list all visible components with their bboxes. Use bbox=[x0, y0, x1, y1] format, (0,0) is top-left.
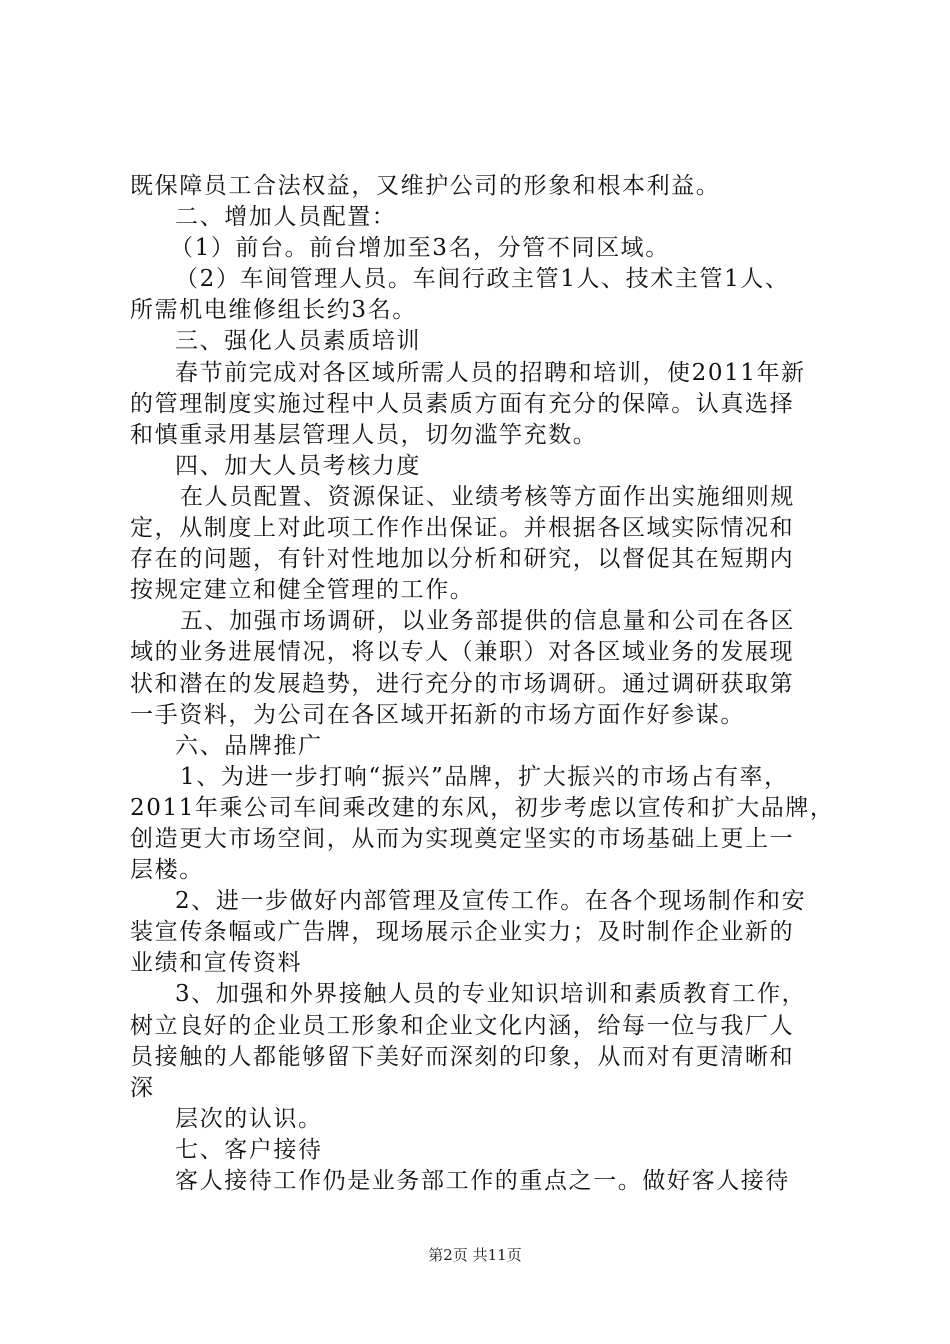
body-line: 树立良好的企业员工形象和企业文化内涵，给每一位与我厂人 bbox=[130, 1013, 795, 1039]
body-line: 业绩和宣传资料 bbox=[130, 950, 303, 976]
body-line: 域的业务进展情况，将以专人（兼职）对各区域业务的发展现 bbox=[130, 639, 795, 665]
body-line: 装宣传条幅或广告牌，现场展示企业实力；及时制作企业新的 bbox=[130, 919, 795, 945]
body-line: 员接触的人都能够留下美好而深刻的印象，从而对有更清晰和 bbox=[130, 1044, 795, 1070]
body-line: 2011年乘公司车间乘改建的东风，初步考虑以宣传和扩大品牌， bbox=[130, 795, 835, 821]
section-heading: 六、品牌推广 bbox=[175, 733, 323, 759]
body-line: 所需机电维修组长约3名。 bbox=[130, 297, 417, 323]
body-line: 2、进一步做好内部管理及宣传工作。在各个现场制作和安 bbox=[175, 888, 807, 914]
body-line: 定，从制度上对此项工作作出保证。并根据各区域实际情况和 bbox=[130, 515, 795, 541]
body-line: 春节前完成对各区域所需人员的招聘和培训，使2011年新 bbox=[175, 360, 806, 386]
body-line: 存在的问题，有针对性地加以分析和研究，以督促其在短期内 bbox=[130, 546, 795, 572]
body-line: 按规定建立和健全管理的工作。 bbox=[130, 577, 475, 603]
body-line: 层次的认识。 bbox=[175, 1106, 323, 1132]
body-line: 在人员配置、资源保证、业绩考核等方面作出实施细则规 bbox=[180, 484, 795, 510]
body-line: 3、加强和外界接触人员的专业知识培训和素质教育工作， bbox=[175, 981, 807, 1007]
section-heading: 三、强化人员素质培训 bbox=[175, 328, 421, 354]
section-heading: 二、增加人员配置： bbox=[175, 204, 397, 230]
body-line: 状和潜在的发展趋势，进行充分的市场调研。通过调研获取第 bbox=[130, 671, 795, 697]
body-line: 层楼。 bbox=[130, 857, 204, 883]
body-line: 既保障员工合法权益，又维护公司的形象和根本利益。 bbox=[130, 173, 721, 199]
section-heading: 四、加大人员考核力度 bbox=[175, 453, 421, 479]
body-line: 的管理制度实施过程中人员素质方面有充分的保障。认真选择 bbox=[130, 391, 795, 417]
body-line: 创造更大市场空间，从而为实现奠定坚实的市场基础上更上一 bbox=[130, 826, 795, 852]
body-line: （2）车间管理人员。车间行政主管1人、技术主管1人、 bbox=[175, 266, 790, 292]
page-footer: 第2页 共11页 bbox=[428, 1246, 522, 1264]
body-line: 客人接待工作仍是业务部工作的重点之一。做好客人接待 bbox=[175, 1168, 790, 1194]
body-line: 深 bbox=[130, 1075, 155, 1101]
body-line: （1）前台。前台增加至3名，分管不同区域。 bbox=[170, 235, 670, 261]
section-heading: 七、客户接待 bbox=[175, 1137, 323, 1163]
body-line: 和慎重录用基层管理人员，切勿滥竽充数。 bbox=[130, 422, 598, 448]
body-line: 五、加强市场调研，以业务部提供的信息量和公司在各区 bbox=[180, 608, 795, 634]
body-line: 一手资料，为公司在各区域开拓新的市场方面作好参谋。 bbox=[130, 702, 745, 728]
body-line: 1、为进一步打响“振兴”品牌，扩大振兴的市场占有率， bbox=[180, 764, 789, 790]
